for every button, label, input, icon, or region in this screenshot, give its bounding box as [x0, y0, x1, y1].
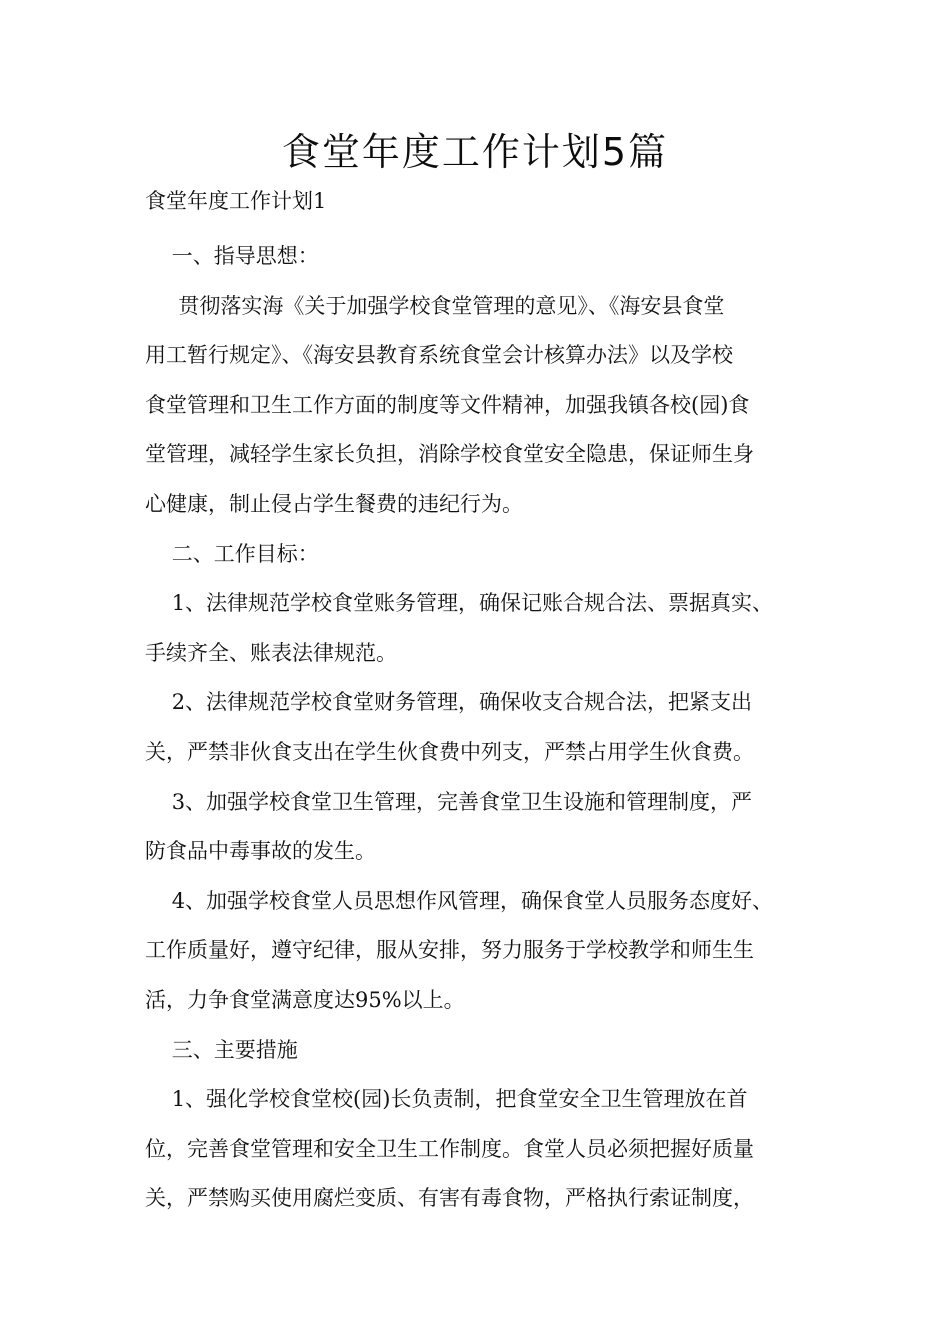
text-line: 关，严禁购买使用腐烂变质、有害有毒食物，严格执行索证制度，: [145, 1186, 754, 1211]
text-line: 1、法律规范学校食堂账务管理，确保记账合规合法、票据真实、: [145, 591, 774, 616]
text-line: 2、法律规范学校食堂财务管理，确保收支合规合法，把紧支出: [145, 690, 753, 715]
text-line: 活，力争食堂满意度达95%以上。: [145, 987, 465, 1012]
text-line: 二、工作目标：: [145, 541, 319, 566]
text-line: 用工暂行规定》、《海安县教育系统食堂会计核算办法》以及学校: [145, 343, 733, 368]
text-line: 关，严禁非伙食支出在学生伙食费中列支，严禁占用学生伙食费。: [145, 739, 754, 764]
text-line: 手续齐全、账表法律规范。: [145, 640, 397, 665]
text-line: 堂管理，减轻学生家长负担，消除学校食堂安全隐患，保证师生身: [145, 442, 754, 467]
text-line: 贯彻落实海《关于加强学校食堂管理的意见》、《海安县食堂: [145, 293, 725, 318]
text-line: 4、加强学校食堂人员思想作风管理，确保食堂人员服务态度好、: [145, 888, 774, 913]
text-line: 食堂管理和卫生工作方面的制度等文件精神，加强我镇各校(园)食: [145, 392, 750, 417]
text-line: 三、主要措施: [145, 1037, 298, 1062]
section-subtitle: 食堂年度工作计划1: [145, 189, 327, 213]
text-line: 心健康，制止侵占学生餐费的违纪行为。: [145, 491, 523, 516]
text-line: 位，完善食堂管理和安全卫生工作制度。食堂人员必须把握好质量: [145, 1136, 754, 1161]
document-title: 食堂年度工作计划5篇: [281, 130, 669, 174]
text-line: 3、加强学校食堂卫生管理，完善食堂卫生设施和管理制度，严: [145, 789, 753, 814]
text-line: 工作质量好，遵守纪律，服从安排，努力服务于学校教学和师生生: [145, 938, 754, 963]
document-body: [145, 232, 835, 1224]
text-line: 一、指导思想：: [145, 244, 319, 268]
text-line: 防食品中毒事故的发生。: [145, 839, 376, 864]
text-line: 1、强化学校食堂校(园)长负责制，把食堂安全卫生管理放在首: [145, 1087, 748, 1112]
